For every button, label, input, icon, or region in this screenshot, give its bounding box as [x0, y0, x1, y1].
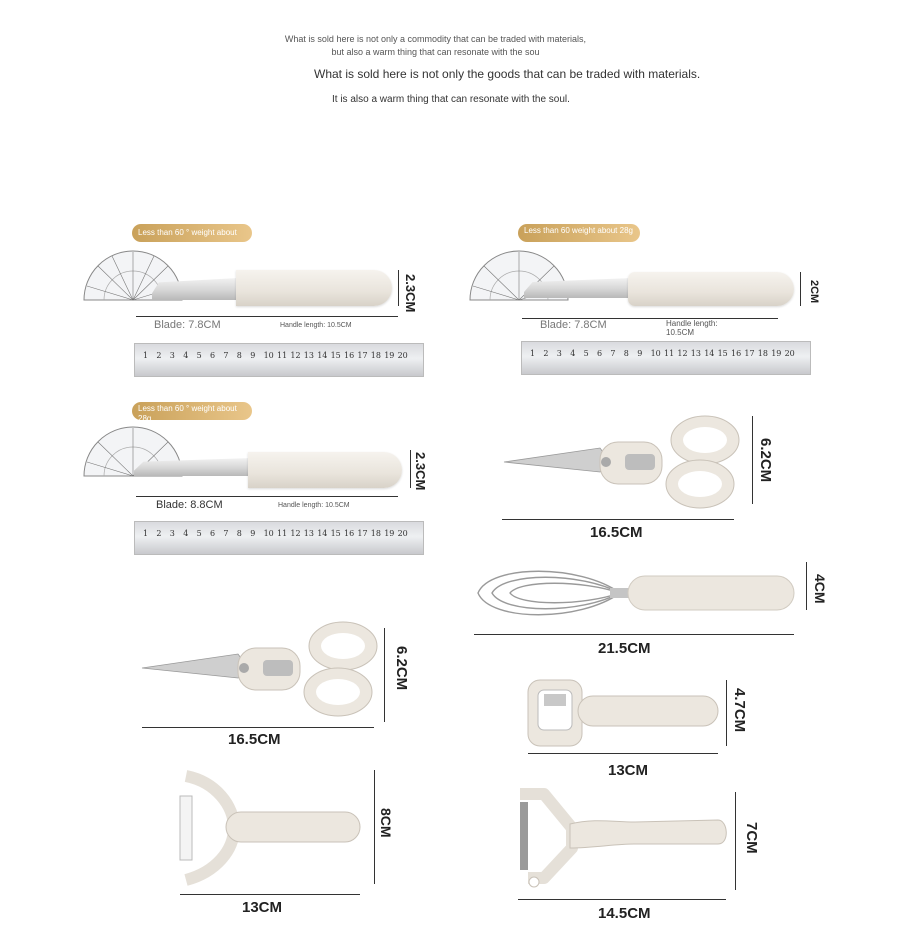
ruler-tick-label: 6 — [210, 529, 216, 538]
weight-tag: Less than 60 ° weight about 28g — [132, 402, 252, 420]
handle-length-label: Handle length: 10.5CM — [278, 502, 350, 509]
ruler-tick-label: 12 — [290, 351, 301, 360]
scissors-left-height: 6.2CM — [393, 646, 410, 691]
ruler-tick-label: 2 — [156, 351, 162, 360]
ruler-tick-label: 19 — [771, 349, 782, 358]
ruler-tick-label: 17 — [744, 349, 755, 358]
peeler-right-height: 7CM — [743, 822, 760, 854]
ruler-tick-label: 8 — [623, 349, 629, 358]
scissors-right-width: 16.5CM — [590, 524, 643, 541]
header-line-3: It is also a warm thing that can resonate with the soul. — [332, 94, 570, 105]
ruler-tick-label: 7 — [223, 529, 229, 538]
y-peeler-icon — [514, 788, 736, 888]
ruler-tick-label: 8 — [236, 351, 242, 360]
height-line — [726, 680, 727, 746]
ruler-tick-label: 20 — [784, 349, 795, 358]
ruler-tick-label: 3 — [169, 529, 175, 538]
ruler-tick-label: 7 — [223, 351, 229, 360]
ruler-tick-label: 18 — [370, 351, 381, 360]
ruler-tick-label: 12 — [677, 349, 688, 358]
width-line — [502, 519, 734, 520]
scissors-right-height: 6.2CM — [757, 438, 774, 483]
knife-panel-3 — [80, 400, 440, 525]
whisk-icon — [470, 560, 800, 626]
ruler-tick-label: 11 — [277, 351, 288, 360]
whisk-height: 4CM — [812, 574, 828, 604]
kitchen-scissors-icon — [138, 620, 383, 720]
ruler-tick-label: 4 — [183, 351, 189, 360]
blade-length-label: Blade: 8.8CM — [156, 499, 223, 511]
ruler-tick-label: 9 — [250, 351, 256, 360]
scissors-left-width: 16.5CM — [228, 731, 281, 748]
whisk-width: 21.5CM — [598, 640, 651, 657]
ruler-tick-label: 16 — [731, 349, 742, 358]
peeler-icon — [176, 772, 366, 884]
length-line — [136, 316, 398, 317]
ruler-tick-label: 10 — [263, 351, 274, 360]
handle-length-label: Handle length: 10.5CM — [666, 319, 718, 337]
height-line — [806, 562, 807, 610]
ruler-tick-label: 5 — [196, 529, 202, 538]
ruler-tick-label: 14 — [704, 349, 715, 358]
blade-length-label: Blade: 7.8CM — [540, 319, 607, 331]
knife-handle — [248, 452, 402, 488]
width-line — [474, 634, 794, 635]
ruler-tick-label: 11 — [664, 349, 675, 358]
opener-width: 13CM — [608, 762, 649, 779]
height-label: 2.3CM — [413, 452, 428, 491]
ruler-tick-label: 5 — [583, 349, 589, 358]
ruler-tick-label: 15 — [330, 529, 341, 538]
ruler-tick-label: 7 — [610, 349, 616, 358]
ruler-tick-label: 13 — [303, 529, 314, 538]
ruler-tick-label: 17 — [357, 351, 368, 360]
ruler-1 — [134, 343, 424, 377]
ruler-tick-label: 18 — [370, 529, 381, 538]
ruler-tick-label: 13 — [690, 349, 701, 358]
height-label: 2CM — [808, 280, 820, 304]
ruler-tick-label: 2 — [156, 529, 162, 538]
header-line-1a: What is sold here is not only a commodity that can be traded with materials, — [284, 34, 587, 44]
length-line — [136, 496, 398, 497]
ruler-tick-label: 19 — [384, 351, 395, 360]
ruler-tick-label: 5 — [196, 351, 202, 360]
ruler-2 — [521, 341, 811, 375]
width-line — [518, 899, 726, 900]
height-line — [410, 450, 411, 488]
peeler-right-width: 14.5CM — [598, 905, 651, 922]
ruler-tick-label: 18 — [757, 349, 768, 358]
height-line — [374, 770, 375, 884]
width-line — [142, 727, 374, 728]
ruler-tick-label: 1 — [530, 349, 536, 358]
height-line — [398, 270, 399, 306]
ruler-tick-label: 16 — [344, 529, 355, 538]
opener-height: 4.7CM — [731, 688, 748, 733]
height-line — [384, 628, 385, 722]
ruler-tick-label: 10 — [650, 349, 661, 358]
height-line — [735, 792, 736, 890]
ruler-tick-label: 6 — [210, 351, 216, 360]
peeler-left-height: 8CM — [378, 808, 394, 838]
ruler-tick-label: 16 — [344, 351, 355, 360]
ruler-tick-label: 9 — [250, 529, 256, 538]
kitchen-scissors-icon — [500, 412, 745, 512]
weight-tag: Less than 60 weight about 28g — [518, 224, 640, 242]
ruler-3 — [134, 521, 424, 555]
width-line — [528, 753, 718, 754]
ruler-tick-label: 13 — [303, 351, 314, 360]
ruler-tick-label: 12 — [290, 529, 301, 538]
header-line-2: What is sold here is not only the goods that can be traded with materials. — [314, 67, 701, 81]
ruler-tick-label: 1 — [143, 529, 149, 538]
ruler-tick-label: 3 — [169, 351, 175, 360]
width-line — [180, 894, 360, 895]
ruler-tick-label: 19 — [384, 529, 395, 538]
ruler-tick-label: 8 — [236, 529, 242, 538]
blade-length-label: Blade: 7.8CM — [154, 319, 221, 331]
ruler-tick-label: 4 — [183, 529, 189, 538]
ruler-tick-label: 14 — [317, 529, 328, 538]
ruler-tick-label: 15 — [330, 351, 341, 360]
ruler-tick-label: 4 — [570, 349, 576, 358]
height-line — [800, 272, 801, 306]
bottle-opener-icon — [526, 678, 722, 748]
ruler-tick-label: 15 — [717, 349, 728, 358]
height-label: 2.3CM — [403, 274, 418, 313]
ruler-tick-label: 9 — [637, 349, 643, 358]
ruler-tick-label: 14 — [317, 351, 328, 360]
ruler-tick-label: 20 — [397, 529, 408, 538]
weight-tag: Less than 60 ° weight about 28g — [132, 224, 252, 242]
handle-length-label: Handle length: 10.5CM — [280, 322, 352, 329]
ruler-tick-label: 2 — [543, 349, 549, 358]
ruler-tick-label: 6 — [597, 349, 603, 358]
knife-handle — [236, 270, 392, 306]
ruler-tick-label: 10 — [263, 529, 274, 538]
knife-handle — [628, 272, 794, 306]
ruler-tick-label: 17 — [357, 529, 368, 538]
ruler-tick-label: 20 — [397, 351, 408, 360]
ruler-tick-label: 1 — [143, 351, 149, 360]
peeler-left-width: 13CM — [242, 899, 283, 916]
ruler-tick-label: 3 — [556, 349, 562, 358]
header-line-1b: but also a warm thing that can resonate with the sou — [331, 47, 540, 57]
ruler-tick-label: 11 — [277, 529, 288, 538]
height-line — [752, 416, 753, 504]
